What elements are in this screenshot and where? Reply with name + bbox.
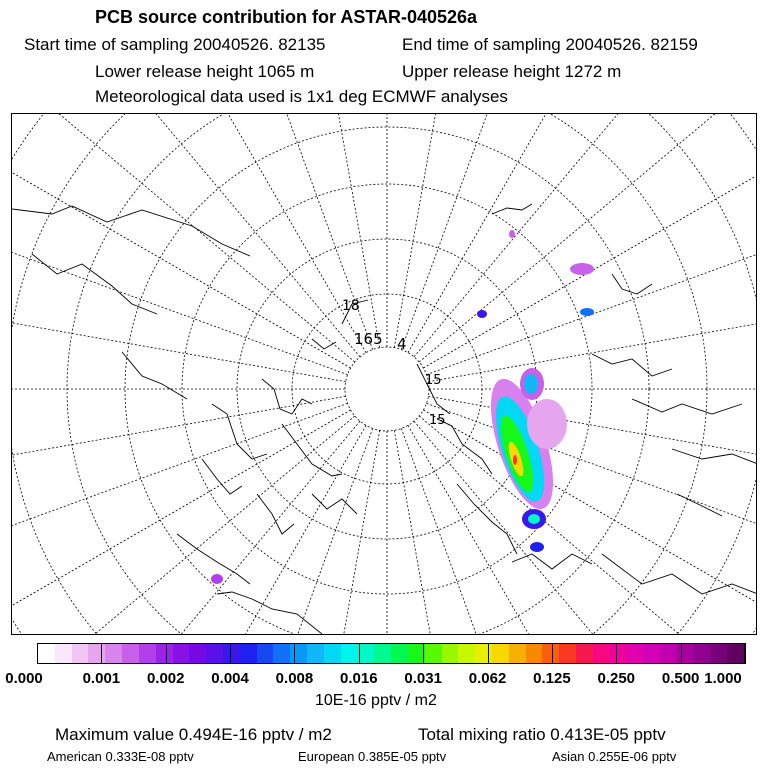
color-scale-cell bbox=[475, 644, 492, 663]
latitude-circle bbox=[345, 347, 429, 431]
end-time-label: End time of sampling 20040526. 82159 bbox=[402, 35, 698, 54]
color-scale-cell bbox=[38, 644, 55, 663]
color-scale-tick-label: 0.125 bbox=[533, 670, 571, 687]
color-scale-cell bbox=[122, 644, 139, 663]
map-label: 15 bbox=[425, 373, 442, 388]
meridian-line bbox=[428, 396, 757, 545]
color-scale-tick-mark bbox=[552, 643, 553, 664]
color-scale-tick-mark bbox=[423, 643, 424, 664]
meridian-line bbox=[12, 114, 355, 362]
meridian-line bbox=[414, 114, 757, 357]
map-canvas bbox=[12, 114, 757, 635]
meridian-line bbox=[79, 428, 372, 635]
meridian-line bbox=[426, 114, 757, 375]
color-scale-cell bbox=[559, 644, 576, 663]
color-scale-cell bbox=[509, 644, 526, 663]
color-scale-cell bbox=[357, 644, 374, 663]
meridian-line bbox=[12, 114, 360, 357]
color-scale-cell bbox=[88, 644, 105, 663]
meridian-line bbox=[12, 114, 351, 368]
color-scale-cell bbox=[593, 644, 610, 663]
map-label: 4 bbox=[397, 335, 407, 353]
meridian-line bbox=[423, 410, 757, 635]
map-label: 165 bbox=[354, 330, 383, 348]
color-scale-tick-mark bbox=[616, 643, 617, 664]
meridian-line bbox=[12, 233, 346, 382]
meridian-line bbox=[12, 114, 348, 375]
color-scale-cell bbox=[290, 644, 307, 663]
color-scale-cell bbox=[526, 644, 543, 663]
color-scale-cell bbox=[492, 644, 509, 663]
latitude-circle bbox=[237, 239, 537, 539]
color-scale-tick-label: 0.016 bbox=[340, 670, 378, 687]
american-label: American 0.333E-08 pptv bbox=[47, 749, 194, 764]
color-scale-cell bbox=[341, 644, 358, 663]
meridian-line bbox=[231, 430, 380, 635]
max-value-label: Maximum value 0.494E-16 pptv / m2 bbox=[55, 725, 332, 744]
color-scale-cell bbox=[307, 644, 324, 663]
european-label: European 0.385E-05 pptv bbox=[298, 749, 447, 764]
color-scale-bar bbox=[37, 643, 745, 664]
color-scale-tick-label: 0.008 bbox=[275, 670, 314, 687]
meridian-line bbox=[408, 425, 757, 635]
map-label: 15 bbox=[429, 413, 446, 428]
color-scale-tick-label: 0.002 bbox=[146, 670, 185, 687]
color-scale-cell bbox=[206, 644, 223, 663]
meridian-line bbox=[426, 403, 757, 635]
color-scale-cell bbox=[576, 644, 593, 663]
color-scale-tick-mark bbox=[101, 643, 102, 664]
color-scale-cell bbox=[626, 644, 643, 663]
color-scale-tick-label: 0.004 bbox=[211, 670, 249, 687]
asian-label: Asian 0.255E-06 pptv bbox=[552, 749, 677, 764]
polar-map bbox=[11, 113, 757, 635]
meridian-line bbox=[12, 425, 366, 635]
latitude-circle bbox=[12, 114, 757, 635]
color-scale-tick-label: 0.250 bbox=[597, 670, 636, 687]
color-scale-tick-mark bbox=[681, 643, 682, 664]
color-scale-cell bbox=[223, 644, 240, 663]
meridian-line bbox=[419, 416, 757, 635]
color-scale-cell bbox=[240, 644, 257, 663]
lat-lon-grid bbox=[12, 114, 757, 635]
lower-height-label: Lower release height 1065 m bbox=[95, 62, 315, 81]
color-scale-cell bbox=[542, 644, 559, 663]
color-scale-tick-label: 1.000 bbox=[704, 670, 742, 687]
color-scale-cell bbox=[425, 644, 442, 663]
color-scale-tick-mark bbox=[166, 643, 167, 664]
met-data-label: Meteorological data used is 1x1 deg ECMWF analyses bbox=[95, 87, 508, 106]
meridian-line bbox=[423, 114, 757, 368]
color-scale-cell bbox=[139, 644, 156, 663]
color-scale-cell bbox=[273, 644, 290, 663]
meridian-line bbox=[12, 421, 360, 635]
color-scale-cell bbox=[694, 644, 711, 663]
color-scale-tick-mark bbox=[37, 643, 38, 664]
map-label: 18 bbox=[342, 298, 360, 314]
color-scale-cell bbox=[173, 644, 190, 663]
color-scale-cell bbox=[374, 644, 391, 663]
meridian-line bbox=[394, 114, 543, 348]
color-scale-cell bbox=[72, 644, 89, 663]
color-scale-cell bbox=[324, 644, 341, 663]
meridian-line bbox=[414, 421, 757, 635]
map-title: PCB source contribution for ASTAR-040526a bbox=[95, 7, 478, 27]
color-scale-cell bbox=[727, 644, 744, 663]
color-scale-cell bbox=[55, 644, 72, 663]
coastlines bbox=[12, 204, 757, 634]
concentration-plume bbox=[211, 230, 594, 584]
color-scale-cell bbox=[677, 644, 694, 663]
map-labels bbox=[342, 298, 446, 428]
color-scale-cell bbox=[610, 644, 627, 663]
color-scale-cell bbox=[643, 644, 660, 663]
color-scale-tick-label: 0.500 bbox=[661, 670, 700, 687]
color-scale-tick-label: 0.062 bbox=[468, 670, 507, 687]
start-time-label: Start time of sampling 20040526. 82135 bbox=[24, 35, 326, 54]
color-scale-cell bbox=[257, 644, 274, 663]
color-scale-tick-mark bbox=[230, 643, 231, 664]
color-scale-tick-label: 0.031 bbox=[404, 670, 442, 687]
meridian-line bbox=[408, 114, 757, 353]
latitude-circle bbox=[12, 114, 757, 635]
color-scale-cell bbox=[156, 644, 173, 663]
color-scale-tick-mark bbox=[294, 643, 295, 664]
color-scale-tick-mark bbox=[359, 643, 360, 664]
color-scale-tick-mark bbox=[745, 643, 746, 664]
meridian-line bbox=[12, 416, 355, 635]
meridian-line bbox=[419, 114, 757, 362]
meridian-line bbox=[12, 396, 346, 545]
color-scale-cell bbox=[711, 644, 728, 663]
color-scale-tick-label: 0.001 bbox=[82, 670, 121, 687]
color-scale-tick-label: 0.000 bbox=[5, 670, 43, 687]
color-scale-tick-mark bbox=[488, 643, 489, 664]
color-scale-cell bbox=[442, 644, 459, 663]
color-scale-unit: 10E-16 pptv / m2 bbox=[315, 692, 437, 709]
color-scale-cell bbox=[391, 644, 408, 663]
total-mixing-label: Total mixing ratio 0.413E-05 pptv bbox=[418, 725, 666, 744]
upper-height-label: Upper release height 1272 m bbox=[402, 62, 622, 81]
color-scale-cell bbox=[660, 644, 677, 663]
color-scale-cell bbox=[189, 644, 206, 663]
latitude-circle bbox=[125, 127, 649, 635]
meridian-line bbox=[12, 410, 351, 635]
color-scale-cell bbox=[458, 644, 475, 663]
color-scale-cell bbox=[408, 644, 425, 663]
meridian-line bbox=[12, 403, 348, 635]
color-scale-cell bbox=[105, 644, 122, 663]
